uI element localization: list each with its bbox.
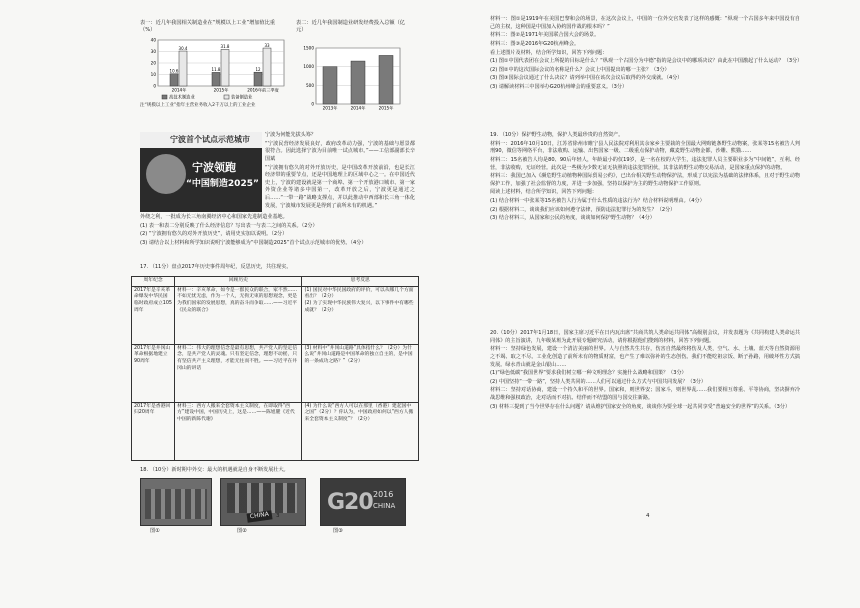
q19-line: 材料三：我国已加入《濒危野生动植物种国际贸易公约》，已出台相关野生动物保护法，形成了以宪法为基础的法律体系，且对于野生动物保护工作，加强了社会监督的力度，并进一步加强，坚持以保护为主的野生动物保护工作原则。 xyxy=(490,173,800,187)
chart2-xtick: 2015年 xyxy=(378,105,394,111)
page-number: 4 xyxy=(646,513,650,519)
chart2-xtick: 2013年 xyxy=(322,105,338,111)
q20-line: 材料一：坚持绿色发展，建设一个清洁美丽的世界。人与自然共生共存，伤害自然最终将伤及人类，空气、水、土壤、蓝天等自然资源用之不竭、取之不尽。工业化创造了前所未有的物质财富，也产生了难以弥补的生态创伤。我们不能吃祖宗饭、断子孙路，用破坏性方式搞发展。绿水青山就是金山银山…… xyxy=(490,346,800,368)
right-page xyxy=(430,0,860,608)
chart2-xtick: 2014年 xyxy=(350,105,366,111)
chart1-ytick: 10 xyxy=(150,72,156,77)
chart1-data-label: 30.4 xyxy=(178,45,188,51)
q16-question: (3) 请结合以上材料和所学知识说明宁波能够成为“中国制造2025”首个试点示范城市的优势。（4分） xyxy=(140,239,367,246)
chart2-bar xyxy=(379,55,393,104)
table-cell: 2017年是井冈山革命根据地建立90周年 xyxy=(132,344,175,402)
chart1-legend-label: 高技术制造业 xyxy=(169,95,195,101)
q18-title: 18. （10分）新时期中外交：最大的机遇就是自身不断发展壮大。 xyxy=(140,467,289,473)
chart2-bar xyxy=(323,67,337,104)
chart2-ytick: 500 xyxy=(306,82,314,88)
q19-line: 19. （10分）保护野生动物，保护人类最珍贵的自然资产。 xyxy=(490,132,624,138)
chart1-bar xyxy=(254,72,262,86)
q19-line: 材料二：15名被告人均是80、90后年轻人，年龄最小的仅19岁，是一名在校的大学生，违法犯罪人员主要职业多为“中间链”，互利、经营，非法收购，无证经营。此次是一些极为少数无证无执照的违法犯罪团伙，其非法的野生动物交易活动，是国家重点保护的动物。 xyxy=(490,156,800,171)
chart1-bar xyxy=(212,72,220,86)
q19-question: (1) 结合材料一中张某等15名被告人行为属于什么性质的违法行为？结合材料说明理由。（4分） xyxy=(490,198,705,205)
chart1-xtick: 2014年 xyxy=(171,87,187,93)
q19-line: 阅读上述材料，结合所学知识，回答下列问题： xyxy=(490,189,597,196)
photo-1-paris-conference xyxy=(140,478,212,526)
table-cell: 材料一：辛亥革命，如今是一群民众的联合，家不然……不如无忧无虑，作为一个人，无拘无束的思想观念，更是为我们国家的发展思想，真的奋斗而争取……——习近平《民众的联合》 xyxy=(175,286,302,344)
table-header: 回顾历史 xyxy=(175,277,302,287)
chart1-xtick: 2015年 xyxy=(213,87,229,93)
q16-line: “宁波民营经济发展良好，政府改革动力强，宁波的基础与愿景都很符合。因此选择宁波为目前唯一试点城市。”——工信部副部长辛国斌 xyxy=(265,140,415,162)
g20-text: G20 xyxy=(327,490,373,515)
chart2-ytick: 0 xyxy=(311,101,314,107)
chart2 xyxy=(296,38,406,118)
q20-question: (1)“绿色低碳”我国世界“要求我们树立哪一种文明理念？实施什么战略和国策？（3分） xyxy=(490,370,687,377)
page-number: 3 xyxy=(276,513,280,519)
q16-questions xyxy=(140,214,415,249)
q18-line: 材料三：图③是2016年G20杭州峰会。 xyxy=(490,40,580,47)
q20-question: (3) 材料三提到了当今世界存在什么问题？请从维护国家安全的角度，谈谈你为要全球一起共同享受“普遍安全的世界”的关系。（3分） xyxy=(490,403,791,410)
q16-side-text xyxy=(265,132,415,211)
chart2-ytick: 1000 xyxy=(303,64,314,70)
banner-slogan2: “中国制造2025” xyxy=(186,179,259,189)
table-row xyxy=(132,402,419,460)
g20-year: 2016 xyxy=(373,490,394,499)
chart1-xtick: 2016年前三季度 xyxy=(247,87,279,93)
banner-title: 宁波首个试点示范城市 xyxy=(170,135,250,144)
table-cell: 材料三：西方人搬来全套资本主义制度，在即取得“西方”建设中国，中国历史上，这是……——陈旭麓《近代中国的新陈代谢》 xyxy=(175,402,302,460)
q16-line: “宁波拥有悠久的对外开放历史，是中国改革开放前沿，也是长江经济带的重要节点，还是中国地理上的区域中心之一。在中国近代史上，宁波的建设就是第一个商埠、第一个开放港口城市、第一家外资企业等诸多中国第一，改革开放之后，宁波更是通过之后……“一带一路”战略支撑点，并以此推动中西部和长三角一体化发展，宁波城市发展更是得到了前所未有的机遇。” xyxy=(265,164,415,209)
q16-line: 宁波为何能先拔头筹？ xyxy=(265,132,316,138)
globe-icon xyxy=(146,154,186,194)
photo-3-caption: 图③ xyxy=(333,528,343,534)
table-cell: 材料二：伟大的理想信念是最有思想，共产党人的坚定信念，是共产党人的灵魂。只有坚定信念，理想不动摇，只有坚信共产主义理想，才能无往而不胜。——习近平在井冈山的讲话 xyxy=(175,344,302,402)
table-row xyxy=(132,286,419,344)
q20 xyxy=(490,330,800,412)
table-header: 周年纪念 xyxy=(132,277,175,287)
q20-line: 材料二：坚持对话协商，建设一个持久和平的世界。国家和，则世界安；国家斗，则世界乱……我们要相互尊重、平等协商，坚决摒弃冷战思维和强权政治，走对话而不对抗、结伴而不结盟的国与国交往新路。 xyxy=(490,387,800,402)
q18-line: 材料二：图②是1971年美国联合国大会的场景。 xyxy=(490,32,600,39)
table-cell: (3) 材料中“井冈山道路”具体指什么？（2分）为什么说“井冈山道路是中国革命的独立自主的，是中国的一条成功之路？”（2分） xyxy=(302,344,419,402)
chart2-ytick: 1500 xyxy=(303,45,314,51)
q18-question: (3) 请解读材料三中国举办G20杭州峰会的重要意义。（3分） xyxy=(490,84,628,91)
chart2-title: 表二：近几年我国制造业研发经费投入总额（亿元） xyxy=(296,20,405,34)
table-row xyxy=(132,344,419,402)
q18-question: (2) 图②中的这次国际会议的名称是什么？会议上中国提出的哪一主张？（3分） xyxy=(490,66,670,73)
q17-table xyxy=(131,276,419,461)
photo-2-caption: 图② xyxy=(237,528,247,534)
chart1 xyxy=(140,34,290,102)
banner-slogan1: 宁波领跑 xyxy=(192,161,236,174)
china-sign: CHINA xyxy=(247,510,273,522)
chart1-ytick: 20 xyxy=(150,60,156,66)
chart1-bar xyxy=(221,49,229,86)
chart1-legend-label: 装备制造业 xyxy=(231,95,253,101)
q19-question: (2) 根据材料二，谈谈我们应该如何遵守法律，预防违法犯罪行为的发生？（2分） xyxy=(490,206,676,213)
q20-line: 20.（10分）2017年1月18日，国家主席习近平在日内瓦出席“共商共筑人类命运共同体”高级别会议，并发表题为《共同构建人类命运共同体》的主旨演讲，九年级某班为此开展专题研究活动，请你根据他们搜到的材料，回答下列问题。 xyxy=(490,330,800,344)
photo-2-un-assembly xyxy=(220,478,306,526)
chart1-data-label: 12 xyxy=(255,67,261,72)
chart1-data-label: 31.8 xyxy=(220,44,230,50)
photo-3-g20-logo xyxy=(320,478,406,526)
chart1-ytick: 40 xyxy=(150,37,156,43)
q16-question: (1) 表一和表二分别反映了什么经济信息？写出表一与表二之间的关系。（2分） xyxy=(140,222,318,229)
ningbo-banner-image xyxy=(140,132,262,212)
table-cell: (4) 为什么说“西方人可以在那里（香港）建起国中之国”（2分）？你认为，中国政府如何以“西方人搬来全套资本主义制度”？（2分） xyxy=(302,402,419,460)
chart1-note: 注“规模以上工业”指年主营业务收入2千万以上的工业企业 xyxy=(140,103,256,108)
chart1-bar xyxy=(263,48,271,86)
table-header: 思考反思 xyxy=(302,277,419,287)
chart1-legend-swatch xyxy=(224,95,229,99)
q18-question: (3) 图③国际会议通过了什么决议？请列举中国在该次会议后取得的外交成就。（4分） xyxy=(490,75,683,82)
chart2-bar xyxy=(351,61,365,104)
q20-question: (2) 中国坚持“一带一路”，坚持人类共同的……人们可以通过什么方式与中国共同发展？（3分） xyxy=(490,378,707,385)
q17-title: 17. （11分）盘点2017年历史事件周年纪，反思历史，共往现实。 xyxy=(140,264,292,270)
q19-line: 材料一：2016年10月10日，江苏省徐州市睢宁县人民法院对利用其余家乡主要栽的全国最大网购链条野生动物案，张某等15名被告人判刑90，微信等网络平台，非法收购、运输、出售国家一级、二级重点保护动物，藏麦野生动物金都，沙雕、熊猫…… xyxy=(490,140,800,155)
q16-question: (2) “宁波拥有悠久的对外开放历史”，请用史实加以说明。（2分） xyxy=(140,231,288,238)
chart1-ytick: 0 xyxy=(153,83,156,89)
q18-question: (1) 图①中国代表团在会议上所提的目标是什么？“纵观一个古国分为中德”指的是会议中的哪项决议？由此在中国激起了什么运动？（3分） xyxy=(490,58,803,65)
q18-continued xyxy=(490,16,803,93)
q16-line: 外绕之利，一批成为长三角南翼经济中心和国家先进制造业基地。 xyxy=(140,214,288,220)
q18-line: 看上述图片及材料，结合所学知识，回答下列问题： xyxy=(490,49,608,56)
chart1-data-label: 33 xyxy=(264,42,270,48)
g20-country: CHINA xyxy=(373,502,396,510)
chart1-legend-swatch xyxy=(162,95,167,99)
chart1-data-label: 11.8 xyxy=(211,67,221,73)
table-cell: 2017年是辛亥革命爆发中华民国临时政府成立105周年 xyxy=(132,286,175,344)
table-cell: 2017年是香港回归20周年 xyxy=(132,402,175,460)
photo-1-caption: 图① xyxy=(150,528,160,534)
q19 xyxy=(490,132,800,224)
chart1-title: 表一：近几年我国相关制造业在“规模以上工业”增加值比重（%） xyxy=(140,20,276,34)
q18-line: 材料一：图①是1919年在美国巴黎和会的场景，在这次会议上，中国的一位外交官发表了这样的感慨：“纵观一个古国多年来中国没有自己的主权，这种国是中国加入协约国作战的根本吗？” xyxy=(490,16,800,30)
table-cell: (1) 国民对中华民国政府的评价，可以从哪几个方面看出？（2分） (2) 为了实现中华民族伟大复兴，以下事件中有哪些成就？（2分） xyxy=(302,286,419,344)
q19-question: (3) 结合材料三，从国家和公民的角度，谈谈如何保护野生动物？（4分） xyxy=(490,215,655,222)
chart1-bar xyxy=(179,51,187,86)
chart1-bar xyxy=(170,74,178,86)
chart1-data-label: 10.6 xyxy=(169,68,179,74)
chart1-ytick: 30 xyxy=(150,49,156,54)
